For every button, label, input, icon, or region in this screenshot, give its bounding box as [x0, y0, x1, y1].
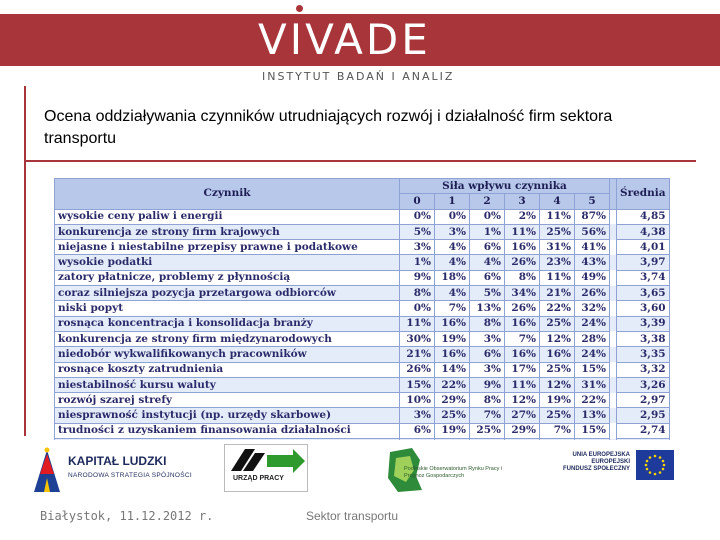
- strength-value: 34%: [505, 286, 540, 301]
- strength-value: 7%: [505, 331, 540, 346]
- strength-value: 15%: [575, 362, 610, 377]
- average-value: 2,74: [617, 423, 670, 438]
- strength-value: 15%: [575, 423, 610, 438]
- factor-name: niejasne i niestabilne przepisy prawne i podatkowe: [55, 240, 400, 255]
- table-row: [55, 270, 670, 285]
- eu-line-1: UNIA EUROPEJSKA: [572, 452, 630, 458]
- factor-name: niesprawność instytucji (np. urzędy skarbowe): [55, 408, 400, 423]
- eu-line-2: EUROPEJSKI: [591, 459, 630, 465]
- column-gap: [610, 377, 617, 392]
- strength-value: 15%: [400, 377, 435, 392]
- col-avg-header: Średnia: [617, 179, 670, 210]
- strength-value: 28%: [575, 331, 610, 346]
- factor-name: rozwój szarej strefy: [55, 393, 400, 408]
- slide-title: Ocena oddziaływania czynników utrudniających rozwój i działalność firm sektora transportu: [44, 108, 613, 147]
- scale-header: 1: [435, 194, 470, 209]
- column-gap: [610, 209, 617, 224]
- factor-name: coraz silniejsza pozycja przetargowa odbiorców: [55, 286, 400, 301]
- strength-value: 25%: [470, 423, 505, 438]
- strength-value: 4%: [470, 255, 505, 270]
- strength-value: 30%: [400, 331, 435, 346]
- table-row: [55, 240, 670, 255]
- strength-value: 24%: [575, 347, 610, 362]
- strength-value: 22%: [575, 393, 610, 408]
- strength-value: 31%: [575, 377, 610, 392]
- column-gap: [610, 316, 617, 331]
- factor-name: trudności z uzyskaniem finansowania działalności: [55, 423, 400, 438]
- average-value: 3,74: [617, 270, 670, 285]
- table-row: [55, 377, 670, 392]
- logo-dot: [296, 5, 303, 12]
- column-gap: [610, 270, 617, 285]
- strength-value: 6%: [470, 270, 505, 285]
- strength-value: 7%: [435, 301, 470, 316]
- strength-value: 21%: [400, 347, 435, 362]
- strength-value: 22%: [540, 301, 575, 316]
- strength-value: 16%: [505, 240, 540, 255]
- strength-value: 41%: [575, 240, 610, 255]
- table-row: [55, 423, 670, 438]
- column-gap: [610, 255, 617, 270]
- table-row: [55, 331, 670, 346]
- kapital-ludzki-logo: [34, 444, 210, 492]
- scale-header: 2: [470, 194, 505, 209]
- factor-name: niski popyt: [55, 301, 400, 316]
- strength-value: 2%: [505, 209, 540, 224]
- average-value: 4,85: [617, 209, 670, 224]
- scale-header: 3: [505, 194, 540, 209]
- strength-value: 8%: [400, 286, 435, 301]
- strength-value: 6%: [470, 347, 505, 362]
- strength-value: 23%: [540, 255, 575, 270]
- table-row: [55, 316, 670, 331]
- title-underline: [24, 160, 696, 162]
- strength-value: 1%: [470, 224, 505, 239]
- strength-value: 3%: [400, 240, 435, 255]
- average-value: 3,60: [617, 301, 670, 316]
- average-value: 3,65: [617, 286, 670, 301]
- strength-value: 10%: [400, 393, 435, 408]
- factor-name: wysokie ceny paliw i energii: [55, 209, 400, 224]
- strength-value: 3%: [470, 331, 505, 346]
- scale-header: 4: [540, 194, 575, 209]
- table-row: [55, 209, 670, 224]
- table-row: [55, 224, 670, 239]
- strength-value: 27%: [505, 408, 540, 423]
- strength-value: 26%: [575, 286, 610, 301]
- strength-value: 8%: [505, 270, 540, 285]
- urzad-pracy-logo: [224, 444, 308, 492]
- factor-name: konkurencja ze strony firm krajowych: [55, 224, 400, 239]
- average-value: 2,97: [617, 393, 670, 408]
- strength-value: 17%: [505, 362, 540, 377]
- average-value: 3,38: [617, 331, 670, 346]
- strength-value: 26%: [505, 255, 540, 270]
- strength-value: 87%: [575, 209, 610, 224]
- urzad-label: URZĄD PRACY: [233, 475, 284, 482]
- strength-value: 13%: [575, 408, 610, 423]
- strength-value: 26%: [400, 362, 435, 377]
- column-gap: [610, 301, 617, 316]
- strength-value: 25%: [435, 408, 470, 423]
- column-gap: [610, 362, 617, 377]
- factor-table: [54, 178, 670, 454]
- scale-header: 5: [575, 194, 610, 209]
- average-value: 3,35: [617, 347, 670, 362]
- vertical-rule: [24, 86, 26, 436]
- strength-value: 0%: [435, 209, 470, 224]
- strength-value: 49%: [575, 270, 610, 285]
- average-value: 4,01: [617, 240, 670, 255]
- vivade-logo: VIVADE: [258, 15, 431, 64]
- kapital-title: KAPITAŁ LUDZKI: [68, 454, 167, 468]
- factor-name: rosnące koszty zatrudnienia: [55, 362, 400, 377]
- strength-value: 11%: [505, 224, 540, 239]
- column-gap: [610, 240, 617, 255]
- column-gap: [610, 224, 617, 239]
- strength-value: 31%: [540, 240, 575, 255]
- table-row: [55, 393, 670, 408]
- eu-flag-icon: [636, 450, 674, 480]
- strength-value: 11%: [400, 316, 435, 331]
- average-value: 4,38: [617, 224, 670, 239]
- podlaskie-label: Podlaskie Obserwatorium Rynku Pracy i Prognoz Gospodarczych: [404, 466, 503, 479]
- strength-value: 16%: [505, 316, 540, 331]
- strength-value: 16%: [540, 347, 575, 362]
- scale-header: 0: [400, 194, 435, 209]
- urzad-arrow-icon: [225, 445, 307, 475]
- strength-value: 9%: [400, 270, 435, 285]
- column-gap: [610, 423, 617, 438]
- strength-value: 25%: [540, 224, 575, 239]
- table-row: [55, 347, 670, 362]
- footer-sector: Sektor transportu: [306, 509, 399, 523]
- strength-value: 4%: [435, 240, 470, 255]
- strength-value: 14%: [435, 362, 470, 377]
- strength-value: 32%: [575, 301, 610, 316]
- strength-value: 3%: [400, 408, 435, 423]
- strength-value: 4%: [435, 286, 470, 301]
- kapital-flag-icon: [34, 444, 60, 492]
- strength-value: 18%: [435, 270, 470, 285]
- strength-value: 24%: [575, 316, 610, 331]
- strength-value: 11%: [505, 377, 540, 392]
- strength-value: 11%: [540, 209, 575, 224]
- strength-value: 56%: [575, 224, 610, 239]
- strength-value: 8%: [470, 393, 505, 408]
- average-value: 3,26: [617, 377, 670, 392]
- table-row: [55, 362, 670, 377]
- podlaskie-logo: [384, 446, 504, 494]
- institute-subtitle: INSTYTUT BADAŃ I ANALIZ: [262, 70, 455, 83]
- factor-name: zatory płatnicze, problemy z płynnością: [55, 270, 400, 285]
- strength-value: 12%: [540, 377, 575, 392]
- strength-value: 43%: [575, 255, 610, 270]
- column-gap: [610, 179, 617, 210]
- column-gap: [610, 408, 617, 423]
- kapital-subtitle: NARODOWA STRATEGIA SPÓJNOŚCI: [68, 472, 192, 479]
- strength-value: 6%: [470, 240, 505, 255]
- column-gap: [610, 286, 617, 301]
- factor-name: wysokie podatki: [55, 255, 400, 270]
- strength-value: 0%: [400, 209, 435, 224]
- factor-name: konkurencja ze strony firm międzynarodowych: [55, 331, 400, 346]
- strength-value: 21%: [540, 286, 575, 301]
- strength-value: 11%: [540, 270, 575, 285]
- header: [0, 0, 720, 90]
- average-value: 2,95: [617, 408, 670, 423]
- strength-value: 19%: [540, 393, 575, 408]
- strength-value: 26%: [505, 301, 540, 316]
- strength-value: 9%: [470, 377, 505, 392]
- strength-value: 19%: [435, 423, 470, 438]
- strength-value: 25%: [540, 408, 575, 423]
- strength-value: 16%: [505, 347, 540, 362]
- strength-value: 16%: [435, 316, 470, 331]
- strength-value: 7%: [470, 408, 505, 423]
- strength-value: 1%: [400, 255, 435, 270]
- col-factor-header: Czynnik: [55, 179, 400, 210]
- factor-name: niedobór wykwalifikowanych pracowników: [55, 347, 400, 362]
- strength-value: 8%: [470, 316, 505, 331]
- table-row: [55, 255, 670, 270]
- eu-line-3: FUNDUSZ SPOŁECZNY: [562, 466, 630, 472]
- strength-value: 0%: [400, 301, 435, 316]
- strength-value: 19%: [435, 331, 470, 346]
- strength-value: 25%: [540, 362, 575, 377]
- strength-value: 29%: [505, 423, 540, 438]
- strength-value: 12%: [505, 393, 540, 408]
- table-row: [55, 408, 670, 423]
- factor-name: rosnąca koncentracja i konsolidacja branży: [55, 316, 400, 331]
- column-gap: [610, 393, 617, 408]
- column-gap: [610, 331, 617, 346]
- average-value: 3,39: [617, 316, 670, 331]
- average-value: 3,32: [617, 362, 670, 377]
- strength-value: 29%: [435, 393, 470, 408]
- strength-value: 3%: [470, 362, 505, 377]
- factor-name: niestabilność kursu waluty: [55, 377, 400, 392]
- strength-value: 0%: [470, 209, 505, 224]
- table-row: [55, 286, 670, 301]
- table-row: [55, 301, 670, 316]
- strength-value: 3%: [435, 224, 470, 239]
- footer-date: Białystok, 11.12.2012 r.: [40, 509, 214, 523]
- strength-value: 12%: [540, 331, 575, 346]
- factor-table-wrap: [54, 178, 694, 440]
- strength-value: 13%: [470, 301, 505, 316]
- strength-value: 7%: [540, 423, 575, 438]
- strength-value: 5%: [470, 286, 505, 301]
- col-strength-header: Siła wpływu czynnika: [400, 179, 610, 194]
- strength-value: 6%: [400, 423, 435, 438]
- strength-value: 25%: [540, 316, 575, 331]
- strength-value: 5%: [400, 224, 435, 239]
- average-value: 3,97: [617, 255, 670, 270]
- column-gap: [610, 347, 617, 362]
- strength-value: 16%: [435, 347, 470, 362]
- table-body: [55, 209, 670, 454]
- eu-text: [552, 452, 630, 473]
- strength-value: 22%: [435, 377, 470, 392]
- eu-logo: [546, 448, 676, 484]
- strength-value: 4%: [435, 255, 470, 270]
